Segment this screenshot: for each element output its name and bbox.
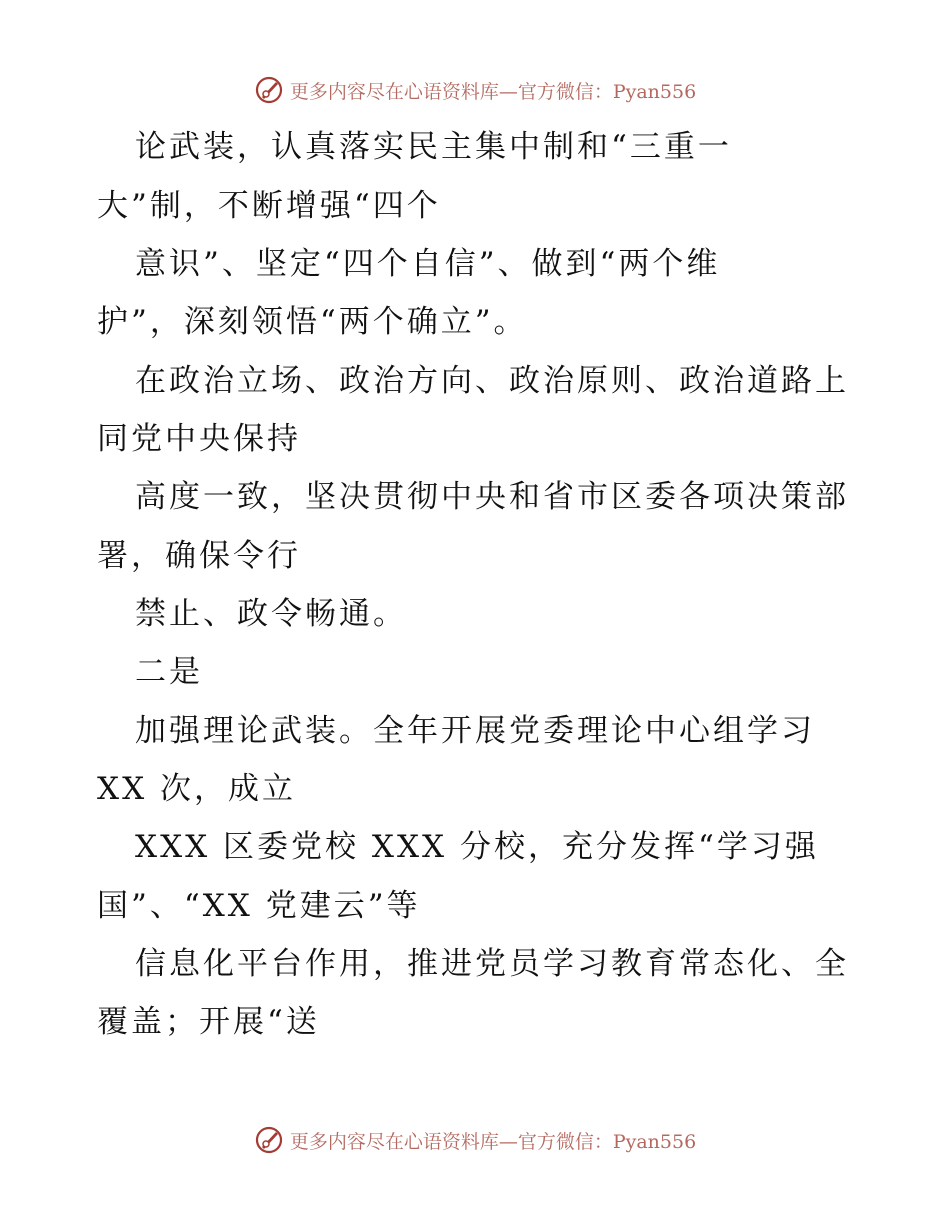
text-line: XX 次，成立 <box>97 771 296 807</box>
text-line: 禁止、政令畅通。 <box>135 596 407 632</box>
text-line: 在政治立场、政治方向、政治原则、政治道路上 <box>135 363 849 399</box>
text-line: 二是 <box>135 654 203 690</box>
text-line: 信息化平台作用，推进党员学习教育常态化、全 <box>135 946 849 982</box>
text-line: XXX 区委党校 XXX 分校，充分发挥“学习强 <box>135 829 819 865</box>
quill-logo-icon <box>254 75 284 105</box>
text-line: 署，确保令行 <box>97 538 301 574</box>
text-line: 大”制，不断增强“四个 <box>97 188 441 224</box>
text-line: 国”、“XX 党建云”等 <box>97 888 421 924</box>
text-line: 高度一致，坚决贯彻中央和省市区委各项决策部 <box>135 479 849 515</box>
banner-text: 更多内容尽在心语资料库—官方微信：Pyan556 <box>289 1130 697 1153</box>
header-watermark-banner <box>0 68 950 112</box>
banner-text: 更多内容尽在心语资料库—官方微信：Pyan556 <box>289 80 697 103</box>
text-line: 意识”、坚定“四个自信”、做到“两个维 <box>135 246 721 282</box>
text-line: 护”，深刻领悟“两个确立”。 <box>97 304 528 340</box>
quill-logo-icon <box>254 1125 284 1155</box>
footer-watermark-banner <box>0 1118 950 1162</box>
text-line: 论武装，认真落实民主集中制和“三重一 <box>135 129 732 165</box>
text-line: 覆盖；开展“送 <box>97 1004 320 1040</box>
text-line: 同党中央保持 <box>97 421 301 457</box>
text-line: 加强理论武装。全年开展党委理论中心组学习 <box>135 713 815 749</box>
